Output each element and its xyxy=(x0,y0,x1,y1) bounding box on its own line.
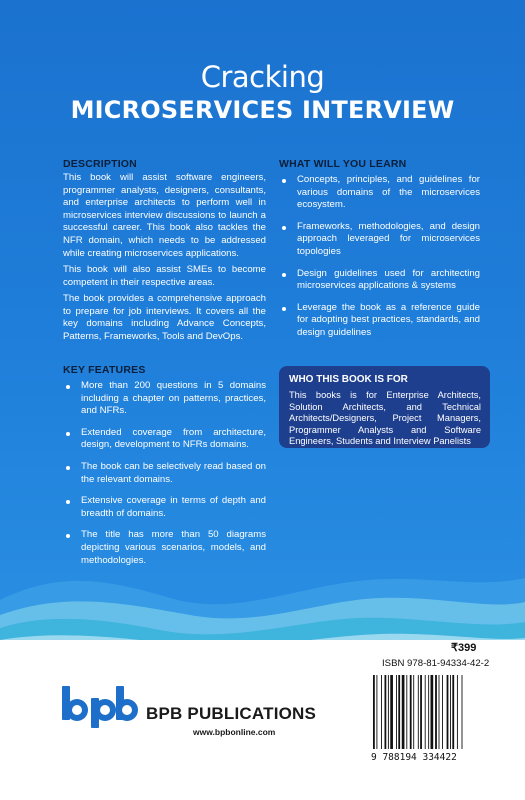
feature-item-text: The title has more than 50 diagrams depicting various scenarios, models, and methodologies. xyxy=(81,529,266,566)
bullet-icon xyxy=(282,307,286,311)
learn-item-text: Design guidelines used for architecting microservices applications & systems xyxy=(297,267,480,292)
price-label: ₹399 xyxy=(451,642,477,654)
feature-item xyxy=(63,380,266,418)
bullet-icon xyxy=(282,273,286,277)
description-heading: DESCRIPTION xyxy=(63,158,137,170)
publisher-url: www.bpbonline.com xyxy=(193,727,276,737)
features-list xyxy=(63,380,266,576)
learn-heading: WHAT WILL YOU LEARN xyxy=(279,158,407,170)
description-paragraph-3: The book provides a comprehensive approach to prepare for job interviews. It covers all the key domains including Advance Concepts, Patterns, Frameworks, Tools and DevOps. xyxy=(63,293,266,342)
feature-item xyxy=(63,495,266,520)
audience-heading: WHO THIS BOOK IS FOR xyxy=(289,374,408,385)
bullet-icon xyxy=(66,432,70,436)
title-line-1: Cracking xyxy=(200,60,325,94)
bullet-icon xyxy=(282,226,286,230)
learn-item xyxy=(279,221,480,259)
feature-item-text: Extensive coverage in terms of depth and breadth of domains. xyxy=(81,495,266,519)
isbn-label: ISBN 978-81-94334-42-2 xyxy=(382,658,490,669)
bullet-icon xyxy=(282,179,286,183)
features-heading: KEY FEATURES xyxy=(63,364,146,376)
learn-item-text: Leverage the book as a reference guide for adopting best practices, standards, and design guidelines xyxy=(297,301,480,338)
bpb-logo-icon xyxy=(62,686,138,728)
description-paragraph-1: This book will assist software engineers, programmer analysts, designers, consultants, and enterprise architects to perform well in microservices interview discussions to launch a successful career. This book also tackles the NFR domain, which needs to be addressed while creating microservices applications. xyxy=(63,172,266,259)
learn-list xyxy=(279,174,480,349)
publisher-name: BPB PUBLICATIONS xyxy=(146,704,317,723)
learn-item-text: Concepts, principles, and guidelines for various domains of the microservices ecosystem. xyxy=(297,174,480,211)
barcode-icon xyxy=(369,673,492,763)
barcode-digits: 9 788194 334422 xyxy=(371,752,457,763)
feature-item-text: The book can be selectively read based on the relevant domains. xyxy=(81,460,266,485)
learn-item-text: Frameworks, methodologies, and design approach leveraged for microservices topologies xyxy=(297,220,480,257)
description-paragraph-2: This book will also assist SMEs to become competent in their respective areas. xyxy=(63,264,266,288)
audience-text: This books is for Enterprise Architects, Solution Architects, and Technical Architects/Designers, Project Managers, Programmer Analysts and Software Engineers, Students and Interview Panelists xyxy=(289,390,481,447)
feature-item xyxy=(63,461,266,486)
bullet-icon xyxy=(66,500,70,504)
feature-item-text: Extended coverage from architecture, design, development to NFRs domains. xyxy=(81,426,266,451)
bullet-icon xyxy=(66,466,70,470)
audience-panel xyxy=(279,366,490,448)
bullet-icon xyxy=(66,534,70,538)
bullet-icon xyxy=(66,385,70,389)
learn-item xyxy=(279,302,480,340)
feature-item-text: More than 200 questions in 5 domains including a chapter on patterns, practices, and NFRs. xyxy=(81,380,266,417)
learn-item xyxy=(279,268,480,293)
learn-item xyxy=(279,174,480,212)
title-line-2: MICROSERVICES INTERVIEW xyxy=(70,96,455,124)
feature-item xyxy=(63,427,266,452)
